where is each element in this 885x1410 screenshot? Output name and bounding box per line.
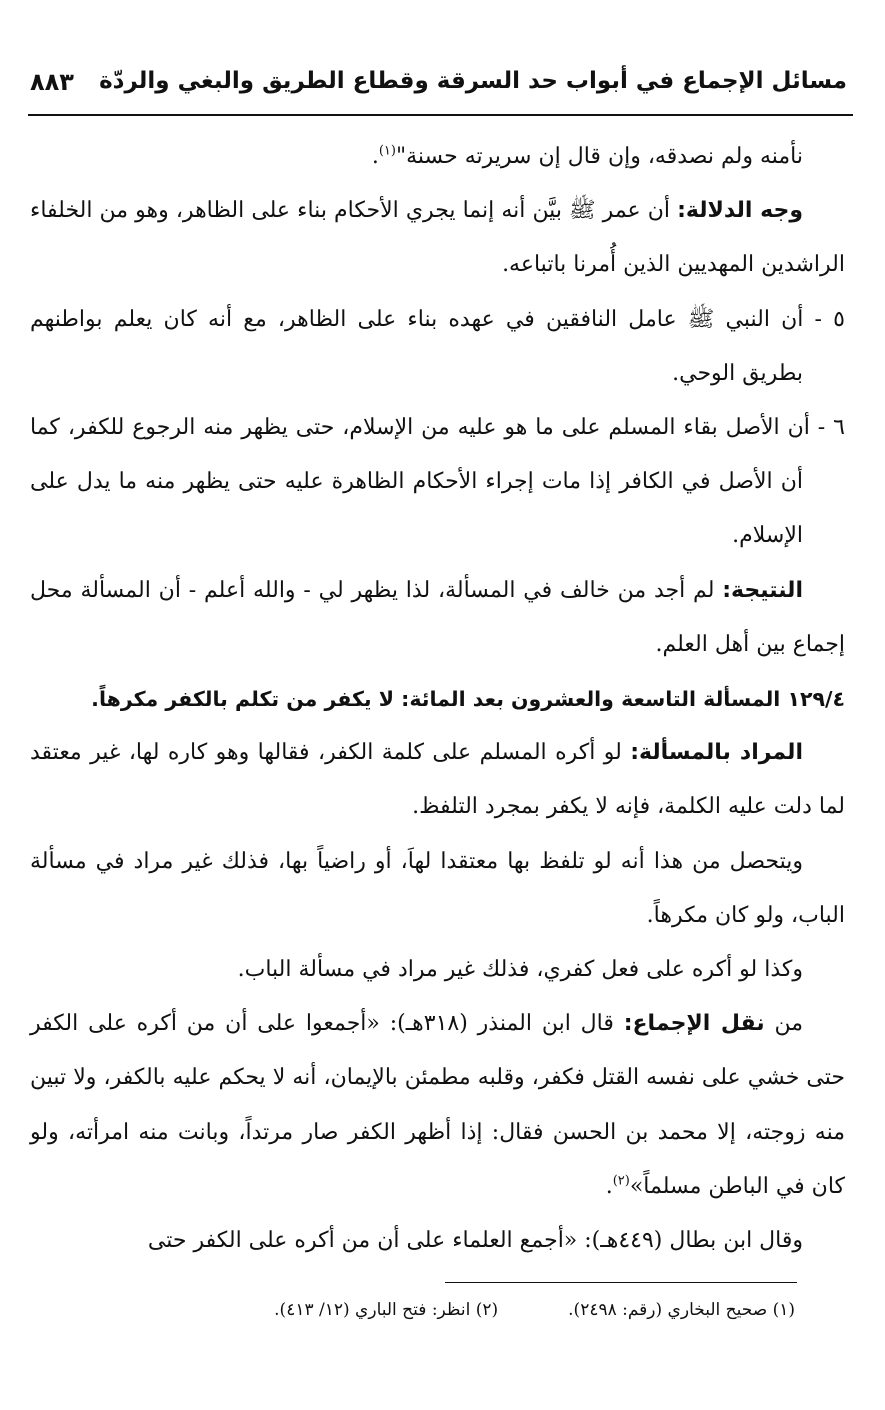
footnote-rule — [445, 1282, 797, 1283]
label-murad: المراد بالمسألة: — [630, 740, 803, 766]
paragraph-5 — [30, 564, 845, 672]
paragraph-7: ويتحصل من هذا أنه لو تلفظ بها معتقدا لهاَ، أو راضياً بها، فذلك غير مراد في مسألة الباب، ولو كان مكرهاً. — [30, 848, 845, 928]
paragraph-4: ٦ - أن الأصل بقاء المسلم على ما هو عليه من الإسلام، حتى يظهر منه الرجوع للكفر، كما أن الأصل في الكافر إذا مات إجراء الأحكام الظاهرة عليه حتى يظهر منه ما يدل على الإسلام. — [30, 415, 845, 549]
label-natija: النتيجة: — [722, 577, 803, 603]
paragraph-6-text: لو أكره المسلم على كلمة الكفر، فقالها وهو كاره لها، غير معتقد لما دلت عليه الكلمة، فإنه لا يكفر بمجرد التلفظ. — [30, 740, 845, 820]
paragraph-2 — [30, 184, 845, 292]
header-rule — [28, 114, 853, 116]
paragraph-1 — [30, 130, 845, 184]
label-wajh-aldalala: وجه الدلالة: — [677, 198, 804, 224]
footnotes — [120, 1300, 795, 1320]
period: . — [605, 1173, 613, 1199]
paragraph-9 — [30, 997, 845, 1214]
footnote-2: (٢) انظر: فتح الباري (١٢/ ٤١٣). — [274, 1300, 499, 1320]
main-text — [30, 130, 845, 1268]
period: . — [371, 144, 379, 169]
prefix-min: من — [764, 1011, 803, 1037]
paragraph-6 — [30, 726, 845, 834]
quote-end-text: نأمنه ولم نصدقه، وإن قال إن سريرته حسنة" — [395, 144, 803, 169]
paragraph-10: وقال ابن بطال (٤٤٩هـ): «أجمع العلماء على أن من أكره على الكفر حتى — [147, 1228, 803, 1254]
running-header — [30, 62, 847, 114]
footnote-1: (١) صحيح البخاري (رقم: ٢٤٩٨). — [568, 1300, 795, 1320]
footnote-ref-1[interactable]: (١) — [378, 143, 396, 159]
paragraph-5-text: لم أجد من خالف في المسألة، لذا يظهر لي - والله أعلم - أن المسألة محل إجماع بين أهل العلم. — [30, 577, 845, 657]
paragraph-3: ٥ - أن النبي ﷺ عامل النافقين في عهده بناء على الظاهر، مع أنه كان يعلم بواطنهم بطريق الوحي. — [30, 306, 845, 386]
running-title: مسائل الإجماع في أبواب حد السرقة وقطاع الطريق والبغي والردّة — [99, 68, 847, 94]
footnote-ref-2[interactable]: (٢) — [612, 1173, 630, 1189]
paragraph-2-text: أن عمر ﷺ بيَّن أنه إنما يجري الأحكام بناء على الظاهر، وهو من الخلفاء الراشدين المهديين الذين أُمرنا باتباعه. — [30, 198, 845, 278]
section-heading: ١٢٩/٤ المسألة التاسعة والعشرون بعد المائة: لا يكفر من تكلم بالكفر مكرهاً. — [91, 687, 845, 712]
paragraph-9-text: قال ابن المنذر (٣١٨هـ): «أجمعوا على أن من أكره على الكفر حتى خشي على نفسه القتل فكفر، وقلبه مطمئن بالإيمان، أنه لا يحكم عليه بالكفر، ولا تبين منه زوجته، إلا محمد بن الحسن فقال: إذا أظهر الكفر صار مرتداً، وبانت منه امرأته، ولو كان في الباطن مسلماً» — [30, 1011, 845, 1199]
label-naql-alijma: نقل الإجماع: — [623, 1011, 765, 1037]
paragraph-8: وكذا لو أكره على فعل كفري، فذلك غير مراد في مسألة الباب. — [237, 957, 803, 983]
page-number: ٨٨٣ — [30, 68, 74, 96]
